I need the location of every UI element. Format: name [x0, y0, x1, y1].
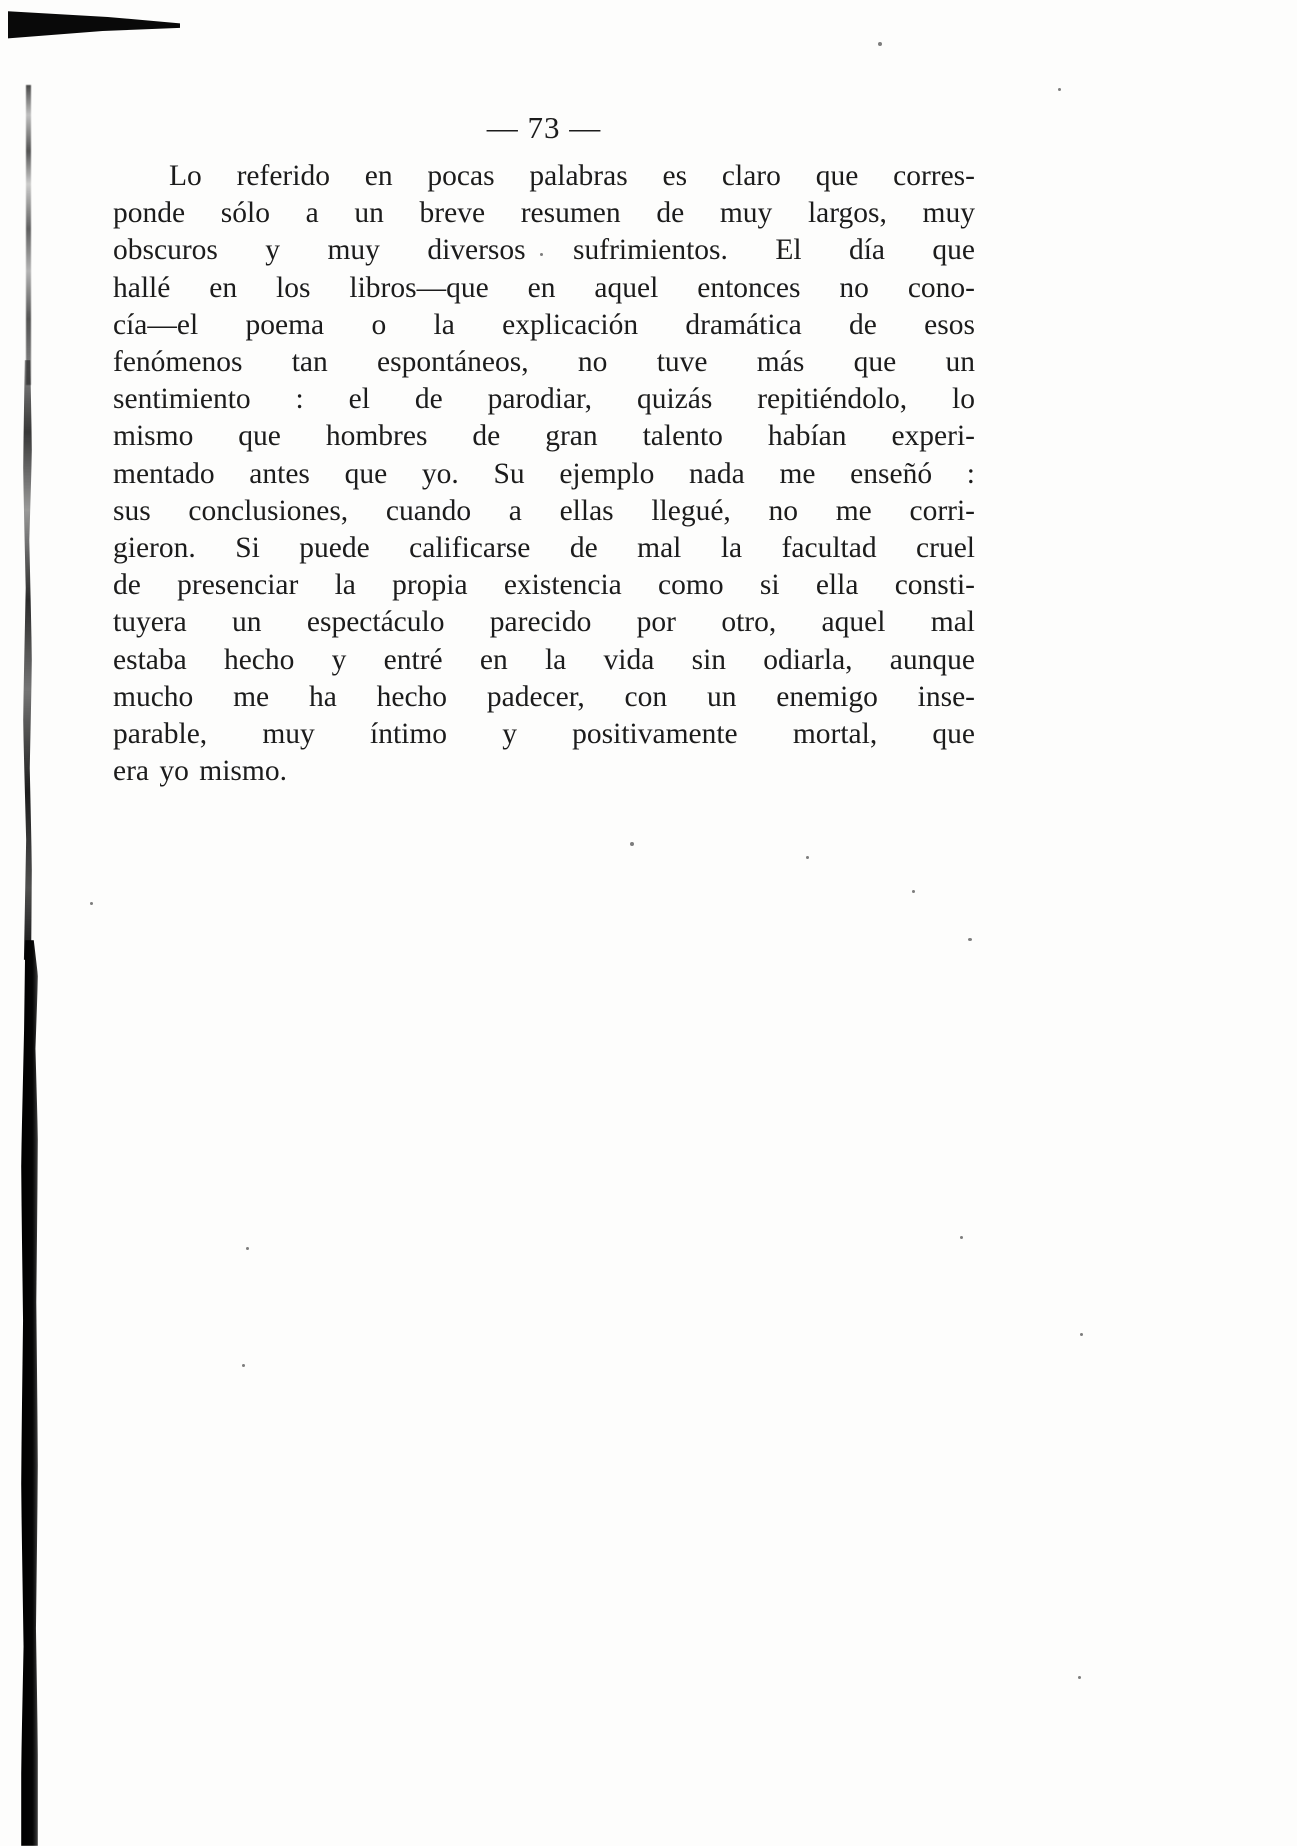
text-line: estaba hecho y entré en la vida sin odiarla, aunque — [113, 643, 975, 676]
scan-mark-top-left — [8, 8, 180, 40]
speckle — [1078, 1676, 1081, 1679]
speckle — [878, 42, 882, 46]
speckle — [90, 902, 93, 905]
speckle — [630, 842, 634, 846]
text-line: Lo referido en pocas palabras es claro que corres- — [169, 160, 975, 192]
text-line: mismo que hombres de gran talento habían experi- — [113, 420, 975, 453]
paragraph — [113, 158, 975, 790]
speckle — [806, 856, 809, 859]
binding-shadow-middle — [23, 360, 32, 960]
text-line: era yo mismo. — [113, 755, 287, 788]
binding-shadow-bottom — [21, 940, 38, 1846]
page-number: — 73 — — [486, 110, 602, 145]
text-line: sus conclusiones, cuando a ellas llegué, no me corri- — [113, 494, 975, 527]
speckle — [912, 890, 915, 893]
binding-shadow-top — [26, 85, 31, 385]
speckle — [246, 1247, 249, 1250]
text-line: de presenciar la propia existencia como si ella consti- — [113, 569, 975, 602]
speckle — [242, 1364, 245, 1367]
text-line: tuyera un espectáculo parecido por otro, aquel mal — [113, 606, 975, 639]
text-line: hallé en los libros—que en aquel entonces no cono- — [113, 271, 975, 304]
text-line: ponde sólo a un breve resumen de muy largos, muy — [113, 197, 975, 230]
text-line: obscuros y muy diversos sufrimientos. El día que — [113, 234, 975, 267]
text-line: mentado antes que yo. Su ejemplo nada me enseñó : — [113, 457, 975, 490]
speckle — [968, 938, 972, 941]
speckle — [1080, 1333, 1083, 1336]
text-line: mucho me ha hecho padecer, con un enemigo inse- — [113, 680, 975, 713]
text-line: sentimiento : el de parodiar, quizás repitiéndolo, lo — [113, 383, 975, 416]
text-line: parable, muy íntimo y positivamente mortal, que — [113, 718, 975, 751]
text-line: cía—el poema o la explicación dramática de esos — [113, 308, 975, 341]
speckle — [1058, 88, 1061, 91]
speckle — [960, 1236, 963, 1239]
text-line: fenómenos tan espontáneos, no tuve más que un — [113, 346, 975, 379]
text-line: gieron. Si puede calificarse de mal la facultad cruel — [113, 532, 975, 565]
